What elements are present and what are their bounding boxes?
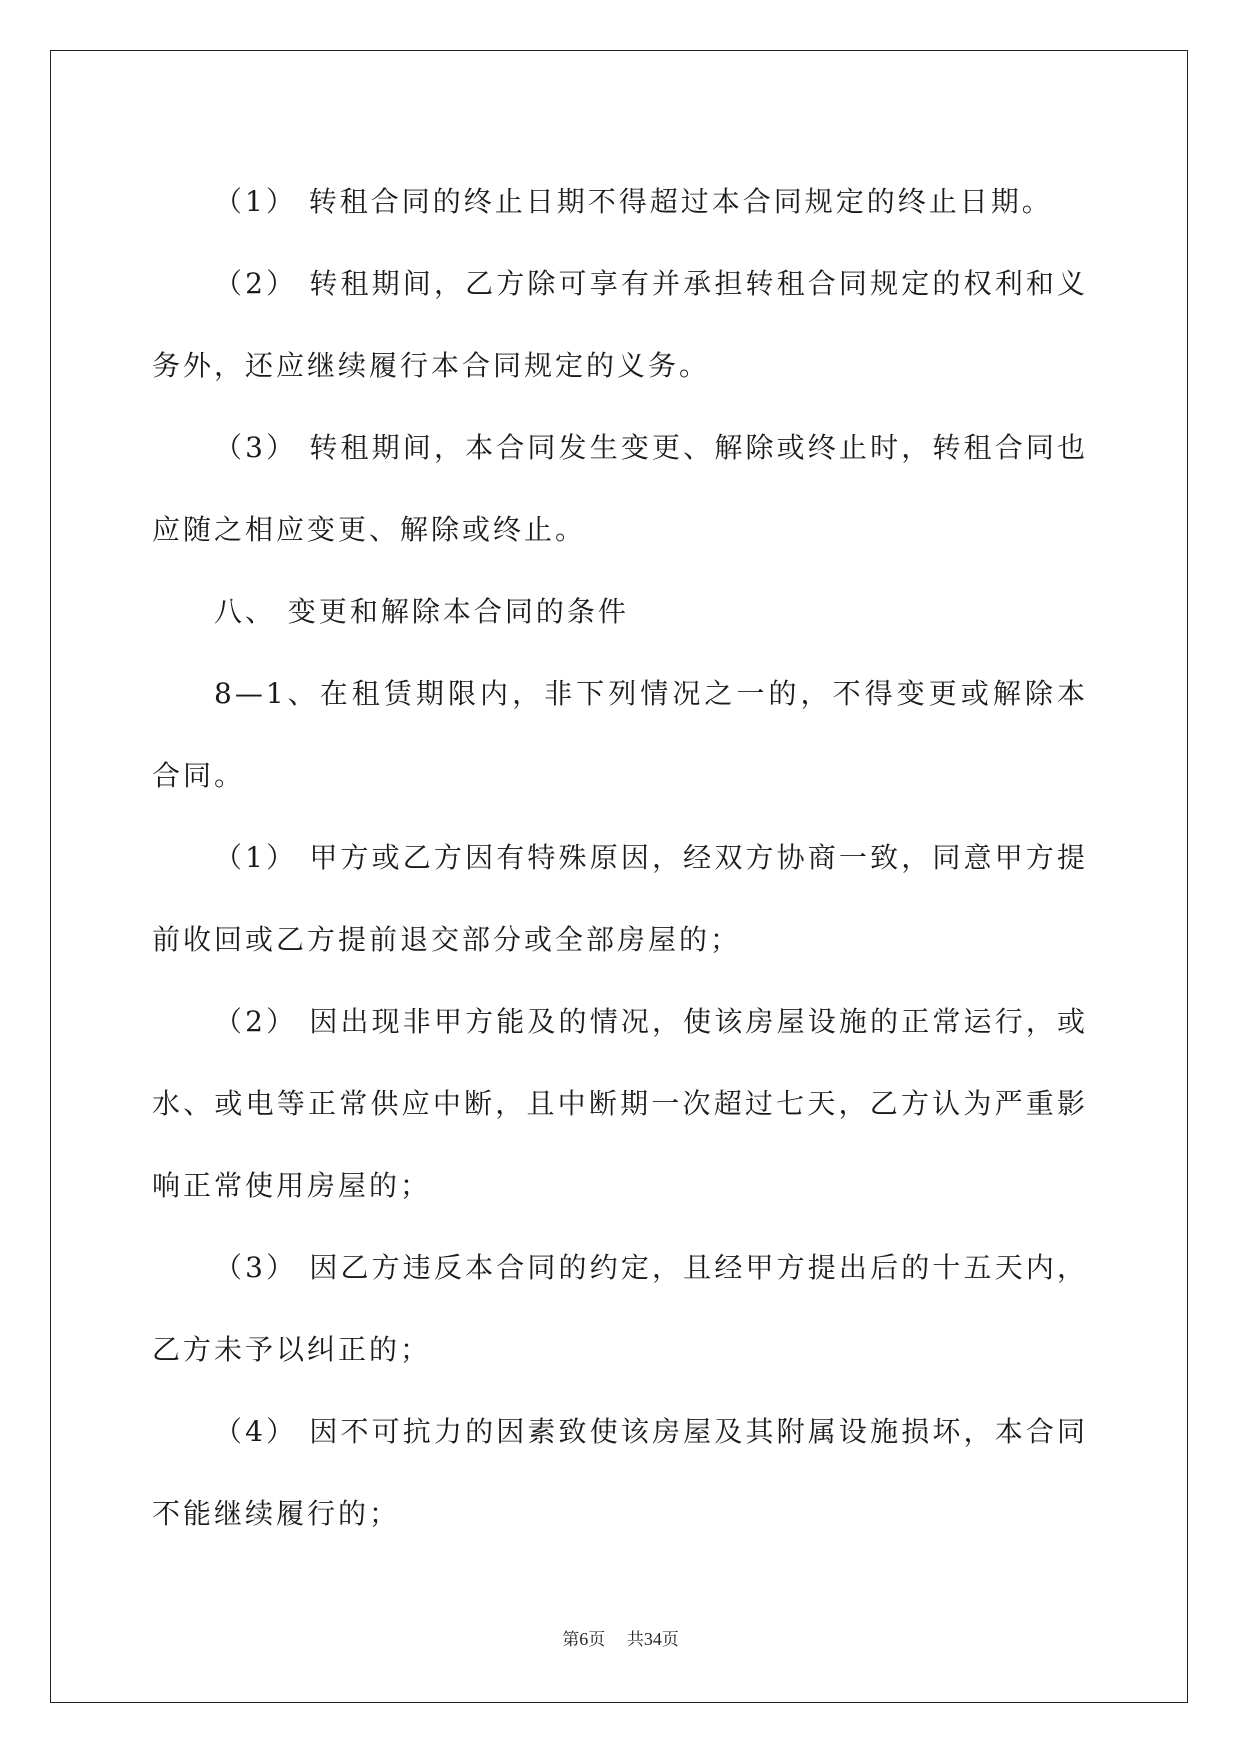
paragraph-sublease-change: （3） 转租期间，本合同发生变更、解除或终止时，转租合同也应随之相应变更、解除或终止。 (152, 431, 1088, 546)
paragraph-sublease-end-date: （1） 转租合同的终止日期不得超过本合同规定的终止日期。 (214, 185, 1053, 218)
footer-total-suffix: 页 (661, 1630, 679, 1650)
paragraph-clause-8-1: 8—1、在租赁期限内，非下列情况之一的，不得变更或解除本合同。 (152, 677, 1088, 792)
paragraph-condition-4: （4） 因不可抗力的因素致使该房屋及其附属设施损坏，本合同不能继续履行的； (152, 1415, 1088, 1530)
document-body (152, 161, 1088, 1555)
total-page-count: 34 (643, 1629, 662, 1649)
paragraph-condition-2: （2） 因出现非甲方能及的情况，使该房屋设施的正常运行，或水、或电等正常供应中断，且中断期一次超过七天，乙方认为严重影响正常使用房屋的； (152, 1005, 1088, 1202)
footer-prefix: 第 (562, 1630, 580, 1650)
page-footer (0, 1625, 1241, 1650)
paragraph-condition-1: （1） 甲方或乙方因有特殊原因，经双方协商一致，同意甲方提前收回或乙方提前退交部分或全部房屋的； (152, 841, 1088, 956)
section-heading-change-termination: 八、 变更和解除本合同的条件 (214, 595, 629, 628)
footer-page-word: 页 (588, 1630, 606, 1650)
current-page-number: 6 (579, 1629, 589, 1649)
footer-total-prefix: 共 (626, 1630, 644, 1650)
paragraph-sublease-obligations: （2） 转租期间，乙方除可享有并承担转租合同规定的权利和义务外，还应继续履行本合同规定的义务。 (152, 267, 1088, 382)
paragraph-condition-3: （3） 因乙方违反本合同的约定，且经甲方提出后的十五天内，乙方未予以纠正的； (152, 1251, 1088, 1366)
